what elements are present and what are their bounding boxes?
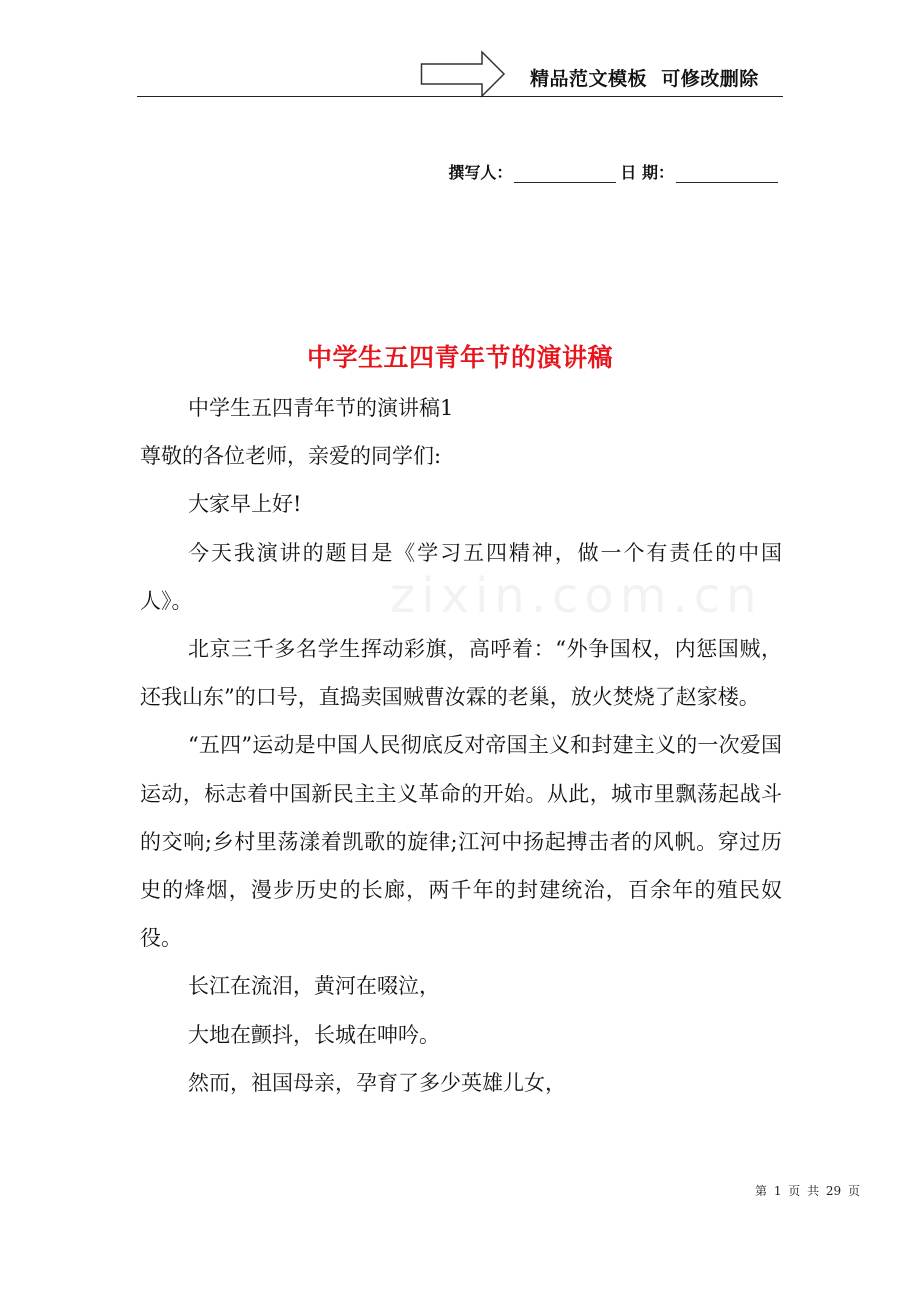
author-date-line — [448, 160, 782, 183]
paragraph: “五四”运动是中国人民彻底反对帝国主义和封建主义的一次爱国运动，标志着中国新民主主义革命的开始。从此，城市里飘荡起战斗的交响;乡村里荡漾着凯歌的旋律;江河中扬起搏击者的风帆。穿过历史的烽烟，漫步历史的长廊，两千年的封建统治，百余年的殖民奴役。 — [140, 733, 782, 951]
paragraph: 长江在流泪，黄河在啜泣， — [188, 974, 440, 999]
paragraph: 中学生五四青年节的演讲稿1 — [188, 396, 454, 420]
date-blank — [676, 164, 778, 183]
paragraph: 大家早上好! — [188, 492, 302, 517]
document-title: 中学生五四青年节的演讲稿 — [306, 343, 613, 372]
writer-blank — [514, 164, 616, 183]
arrow-icon — [420, 50, 506, 98]
paragraph: 然而，祖国母亲，孕育了多少英雄儿女， — [188, 1070, 566, 1095]
paragraph: 尊敬的各位老师，亲爱的同学们: — [140, 444, 442, 469]
writer-label: 撰写人： — [448, 163, 513, 182]
document-body — [140, 384, 782, 1107]
page-number: 第 1 页 共 29 页 — [755, 1184, 860, 1198]
paragraph: 大地在颤抖，长城在呻吟。 — [188, 1022, 440, 1047]
watermark: zixin.com.cn — [390, 568, 763, 624]
paragraph: 北京三千多名学生挥动彩旗，高呼着：“外争国权，内惩国贼，还我山东”的口号，直捣卖国贼曹汝霖的老巢，放火焚烧了赵家楼。 — [140, 637, 782, 710]
header-divider — [137, 96, 783, 97]
date-label: 日 期： — [620, 163, 674, 182]
paragraph: 今天我演讲的题目是《学习五四精神，做一个有责任的中国人》。 — [140, 540, 782, 613]
header-label: 精品范文模板 可修改删除 — [530, 68, 759, 90]
